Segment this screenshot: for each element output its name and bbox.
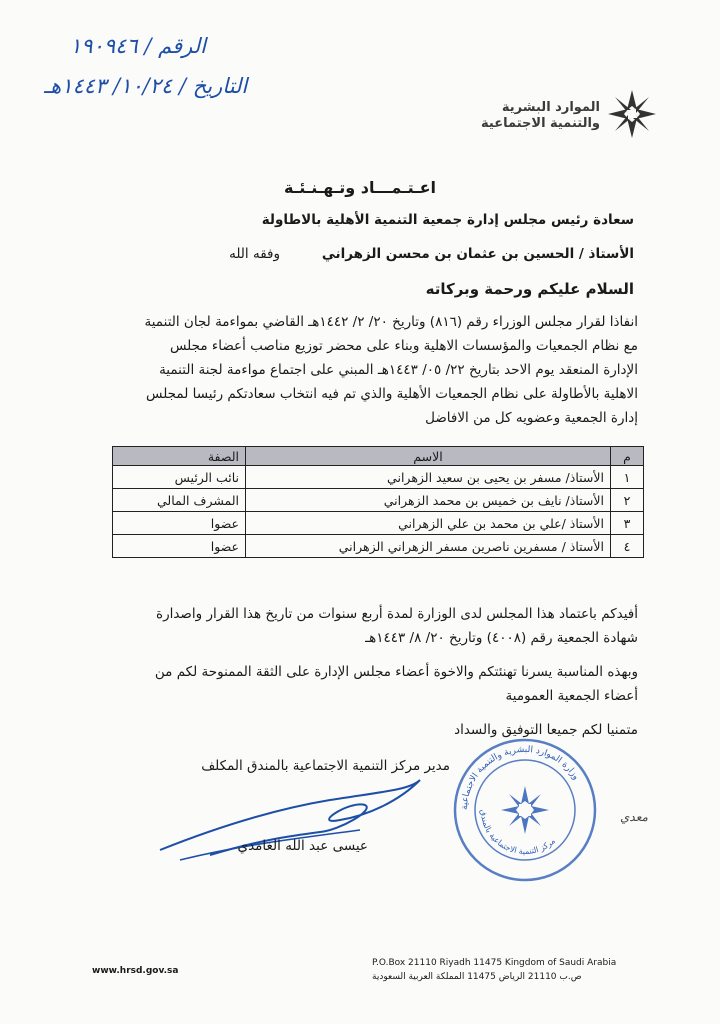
logo-text-line1: الموارد البشرية — [501, 100, 600, 115]
row-name: الأستاذ/ نايف بن خميس بن محمد الزهراني — [246, 489, 611, 512]
body-line: مع نظام الجمعيات والمؤسسات الاهلية وبناء على محضر توزيع مناصب أعضاء مجلس — [169, 338, 638, 354]
header-num: م — [611, 447, 644, 466]
side-note: معدي — [620, 810, 648, 824]
blessing: وفقه الله — [229, 246, 280, 262]
stamp-outer-text: وزارة الموارد البشرية والتنمية الاجتماعية — [459, 744, 581, 811]
greeting: السلام عليكم ورحمة وبركاته — [425, 280, 634, 298]
row-role: المشرف المالي — [113, 489, 246, 512]
header-role: الصفة — [113, 447, 246, 466]
header-name: الاسم — [246, 447, 611, 466]
ministry-star-icon — [604, 86, 660, 142]
footer-address-en: P.O.Box 21110 Riyadh 11475 Kingdom of Saudi Arabia — [372, 958, 617, 968]
row-name: الأستاذ /علي بن محمد بن علي الزهراني — [246, 512, 611, 535]
members-table — [112, 446, 644, 558]
footer-website: www.hrsd.gov.sa — [92, 966, 179, 976]
recipient-name: الأستاذ / الحسين بن عثمان بن محسن الزهراني — [321, 246, 634, 262]
addressee-line: سعادة رئيس مجلس إدارة جمعية التنمية الأهلية بالاطاولة — [261, 212, 634, 228]
congrats-line: وبهذه المناسبة يسرنا تهنئتكم والاخوة أعضاء مجلس الإدارة على الثقة الممنوحة لكم من — [154, 664, 638, 680]
official-stamp — [450, 735, 600, 885]
row-num: ٤ — [611, 535, 644, 558]
congrats-line: أعضاء الجمعية العمومية — [505, 688, 638, 704]
row-num: ٢ — [611, 489, 644, 512]
row-num: ١ — [611, 466, 644, 489]
table-row — [113, 466, 644, 489]
ministry-logo — [470, 82, 660, 142]
row-name: الأستاذ / مسفرين ناصرين مسفر الزهراني الزهراني — [246, 535, 611, 558]
row-role: عضوا — [113, 535, 246, 558]
wishes-line: متمنيا لكم جميعا التوفيق والسداد — [454, 722, 638, 738]
stamp-inner-text: مركز التنمية الاجتماعية بالمندق — [478, 809, 557, 857]
closing-line: شهادة الجمعية رقم (٤٠٠٨) وتاريخ ٢٠/ ٨/ ١٤٤٣هـ — [365, 630, 638, 646]
logo-text-line2: والتنمية الاجتماعية — [481, 116, 600, 131]
footer-address-ar: ص.ب 21110 الرياض 11475 المملكة العربية السعودية — [372, 972, 582, 982]
body-line: الإدارة المنعقد يوم الاحد بتاريخ ٢٢/ ٠٥/ ١٤٤٣هـ المبني على اجتماع مواءمة لجنة التنمية — [159, 362, 638, 378]
table-row — [113, 512, 644, 535]
body-line: إدارة الجمعية وعضويه كل من الافاضل — [425, 410, 638, 426]
signatory-title: مدير مركز التنمية الاجتماعية بالمندق المكلف — [201, 758, 450, 774]
handwritten-date: التاريخ / ١٠/٢٤/ ١٤٤٣هـ — [44, 74, 248, 98]
signatory-name: عيسى عبد الله الغامدي — [237, 838, 368, 854]
body-line: انفاذا لقرار مجلس الوزراء رقم (٨١٦) وتاريخ ٢٠/ ٢/ ١٤٤٢هـ القاضي بمواءمة لجان التنمية — [144, 314, 638, 330]
body-line: الاهلية بالأطاولة على نظام الجمعيات الأهلية والذي تم فيه انتخاب سعادتكم رئيسا لمجلس — [146, 386, 638, 402]
handwritten-ref-number: الرقم / ١٩٠٩٤٦ — [70, 34, 206, 58]
letter-title: اعـتـمـــاد وتـهـنـئـة — [284, 178, 436, 197]
row-role: نائب الرئيس — [113, 466, 246, 489]
table-row — [113, 489, 644, 512]
closing-line: أفيدكم باعتماد هذا المجلس لدى الوزارة لمدة أربع سنوات من تاريخ هذا القرار واصدارة — [156, 606, 638, 622]
row-name: الأستاذ/ مسفر بن يحيى بن سعيد الزهراني — [246, 466, 611, 489]
table-row — [113, 535, 644, 558]
row-num: ٣ — [611, 512, 644, 535]
row-role: عضوا — [113, 512, 246, 535]
table-header-row — [113, 447, 644, 466]
